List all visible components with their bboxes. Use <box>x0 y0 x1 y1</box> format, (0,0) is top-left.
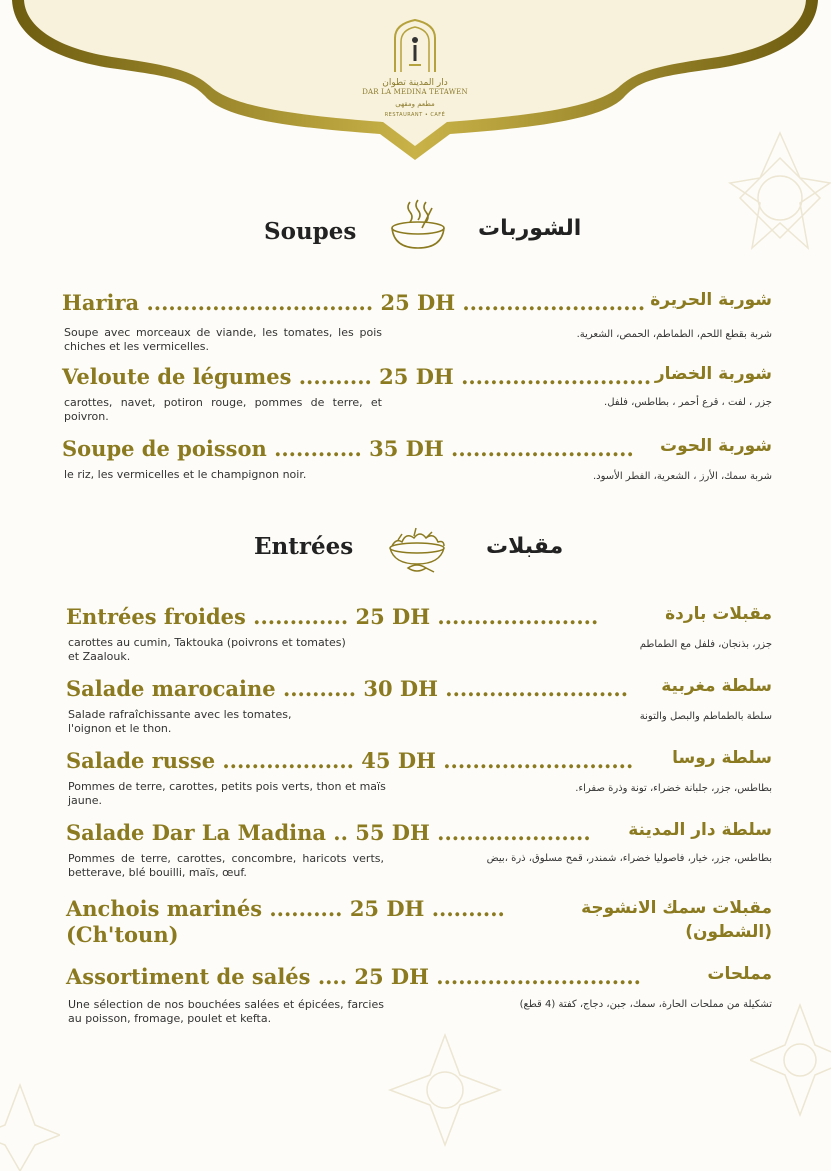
logo-name-latin: DAR LA MEDINA TETAWEN <box>362 88 468 96</box>
dot-leader: ......................... <box>451 436 634 461</box>
menu-item <box>66 676 772 735</box>
item-name: Harira <box>62 290 140 315</box>
dot-leader: .. <box>333 820 348 845</box>
item-name-arabic: شوربة الخضار <box>654 364 772 384</box>
item-description-arabic: تشكيلة من مملحات الحارة، سمك، جبن، دجاج، كفتة (4 قطع) <box>519 999 772 1010</box>
menu-item <box>62 290 772 353</box>
dot-leader: ............................ <box>436 964 641 989</box>
dot-leader: ............ <box>274 436 362 461</box>
item-description-arabic: جزر، بذنجان، فلفل مع الطماطم <box>639 639 772 650</box>
dot-leader: ..................... <box>437 820 591 845</box>
dot-leader: ......................... <box>462 290 646 315</box>
item-description: Une sélection de nos bouchées salées et épicées, farcies au poisson, fromage, poulet et kefta. <box>68 998 384 1025</box>
item-name: Salade russe <box>66 748 216 773</box>
dot-leader: .......... <box>431 896 505 921</box>
logo-tagline-latin: RESTAURANT • CAFÉ <box>384 112 446 118</box>
item-name-arabic: مملحات <box>707 964 772 984</box>
item-description-arabic: شربة بقطع اللحم، الطماطم، الحمص، الشعرية. <box>576 329 772 340</box>
item-name-line2: (Ch'toun) <box>66 922 179 947</box>
item-description-arabic: بطاطس، جزر، جلبانة خضراء، تونة وذرة صفراء. <box>575 783 772 794</box>
star-pattern-decoration-icon <box>750 1000 831 1120</box>
item-description: Pommes de terre, carottes, petits pois verts, thon et maïs jaune. <box>68 780 386 807</box>
item-name-arabic: سلطة دار المدينة <box>628 820 772 840</box>
item-name: Assortiment de salés <box>66 964 311 989</box>
dot-leader: .......... <box>282 676 357 701</box>
section-title-entrees: Entrées <box>254 533 354 560</box>
item-description: carottes, navet, potiron rouge, pommes de terre, et poivron. <box>64 396 382 423</box>
item-price: 35 DH <box>369 436 444 461</box>
item-description-arabic: شربة سمك، الأرز ، الشعرية، الفطر الأسود. <box>592 471 772 482</box>
item-name-arabic: مقبلات سمك الانشوجة <box>581 898 772 918</box>
dot-leader: ......................... <box>445 676 629 701</box>
logo-name-arabic: دار المدينة تطوان <box>382 78 448 88</box>
logo-tagline-arabic: مطعم ومقهى <box>395 100 435 108</box>
item-name-arabic: مقبلات باردة <box>665 604 772 624</box>
item-description: Salade rafraîchissante avec les tomates, l'oignon et le thon. <box>68 708 292 735</box>
item-description: carottes au cumin, Taktouka (poivrons et tomates) et Zaalouk. <box>68 636 346 663</box>
restaurant-logo <box>330 18 500 118</box>
dot-leader: .... <box>317 964 348 989</box>
item-name: Entrées froides <box>66 604 246 629</box>
item-description-arabic: جزر ، لفت ، قرع أحمر ، بطاطس، فلفل. <box>604 397 772 408</box>
item-name: Veloute de légumes <box>62 364 292 389</box>
arch-emblem-icon <box>392 18 438 72</box>
dot-leader: ...................... <box>437 604 599 629</box>
item-price: 55 DH <box>355 820 430 845</box>
star-pattern-decoration-icon <box>0 1080 60 1171</box>
item-price: 25 DH <box>349 896 425 921</box>
item-description: le riz, les vermicelles et le champignon noir. <box>64 468 307 481</box>
item-name: Anchois marinés <box>66 896 263 921</box>
section-title-arabic-soupes: الشوربات <box>478 216 582 241</box>
dot-leader: .......................... <box>461 364 652 389</box>
item-description-arabic: سلطة بالطماطم والبصل والتونة <box>639 711 772 722</box>
item-price: 30 DH <box>363 676 438 701</box>
dot-leader: .................. <box>222 748 354 773</box>
item-description: Soupe avec morceaux de viande, les tomates, les pois chiches et les vermicelles. <box>64 326 382 353</box>
item-price: 25 DH <box>379 364 454 389</box>
item-name: Salade Dar La Madina <box>66 820 326 845</box>
dot-leader: .......... <box>298 364 372 389</box>
item-price: 25 DH <box>354 964 429 989</box>
star-pattern-decoration-icon <box>385 1030 505 1150</box>
dot-leader: .......... <box>269 896 343 921</box>
item-name-arabic: سلطة مغربية <box>661 676 772 696</box>
section-title-arabic-entrees: مقبلات <box>486 534 564 559</box>
item-name-arabic: شوربة الحوت <box>660 436 772 456</box>
item-price: 25 DH <box>355 604 431 629</box>
item-description-arabic: بطاطس، جزر، خيار، فاصوليا خضراء، شمندر، قمح مسلوق، ذرة ،بيض <box>486 853 772 864</box>
menu-item <box>62 364 772 423</box>
item-price: 45 DH <box>361 748 436 773</box>
item-description: Pommes de terre, carottes, concombre, haricots verts, betterave, blé bouilli, maïs, œuf. <box>68 852 384 879</box>
dot-leader: ............................... <box>146 290 374 315</box>
menu-item <box>66 820 772 879</box>
section-title-soupes: Soupes <box>264 218 357 245</box>
salad-bowl-icon <box>386 526 448 574</box>
menu-item <box>62 436 772 482</box>
item-name-arabic: شوربة الحريرة <box>650 290 772 310</box>
menu-item <box>66 604 772 663</box>
item-name: Soupe de poisson <box>62 436 267 461</box>
item-name-arabic: سلطة روسا <box>672 748 772 768</box>
menu-item <box>66 964 772 1025</box>
dot-leader: ............. <box>253 604 349 629</box>
menu-item <box>66 896 772 950</box>
item-price: 25 DH <box>380 290 456 315</box>
star-pattern-decoration-icon <box>700 118 831 288</box>
dot-leader: .......................... <box>443 748 634 773</box>
item-name-arabic-line2: (الشطون) <box>685 922 772 942</box>
soup-bowl-icon <box>388 198 448 252</box>
item-name: Salade marocaine <box>66 676 276 701</box>
menu-item <box>66 748 772 807</box>
